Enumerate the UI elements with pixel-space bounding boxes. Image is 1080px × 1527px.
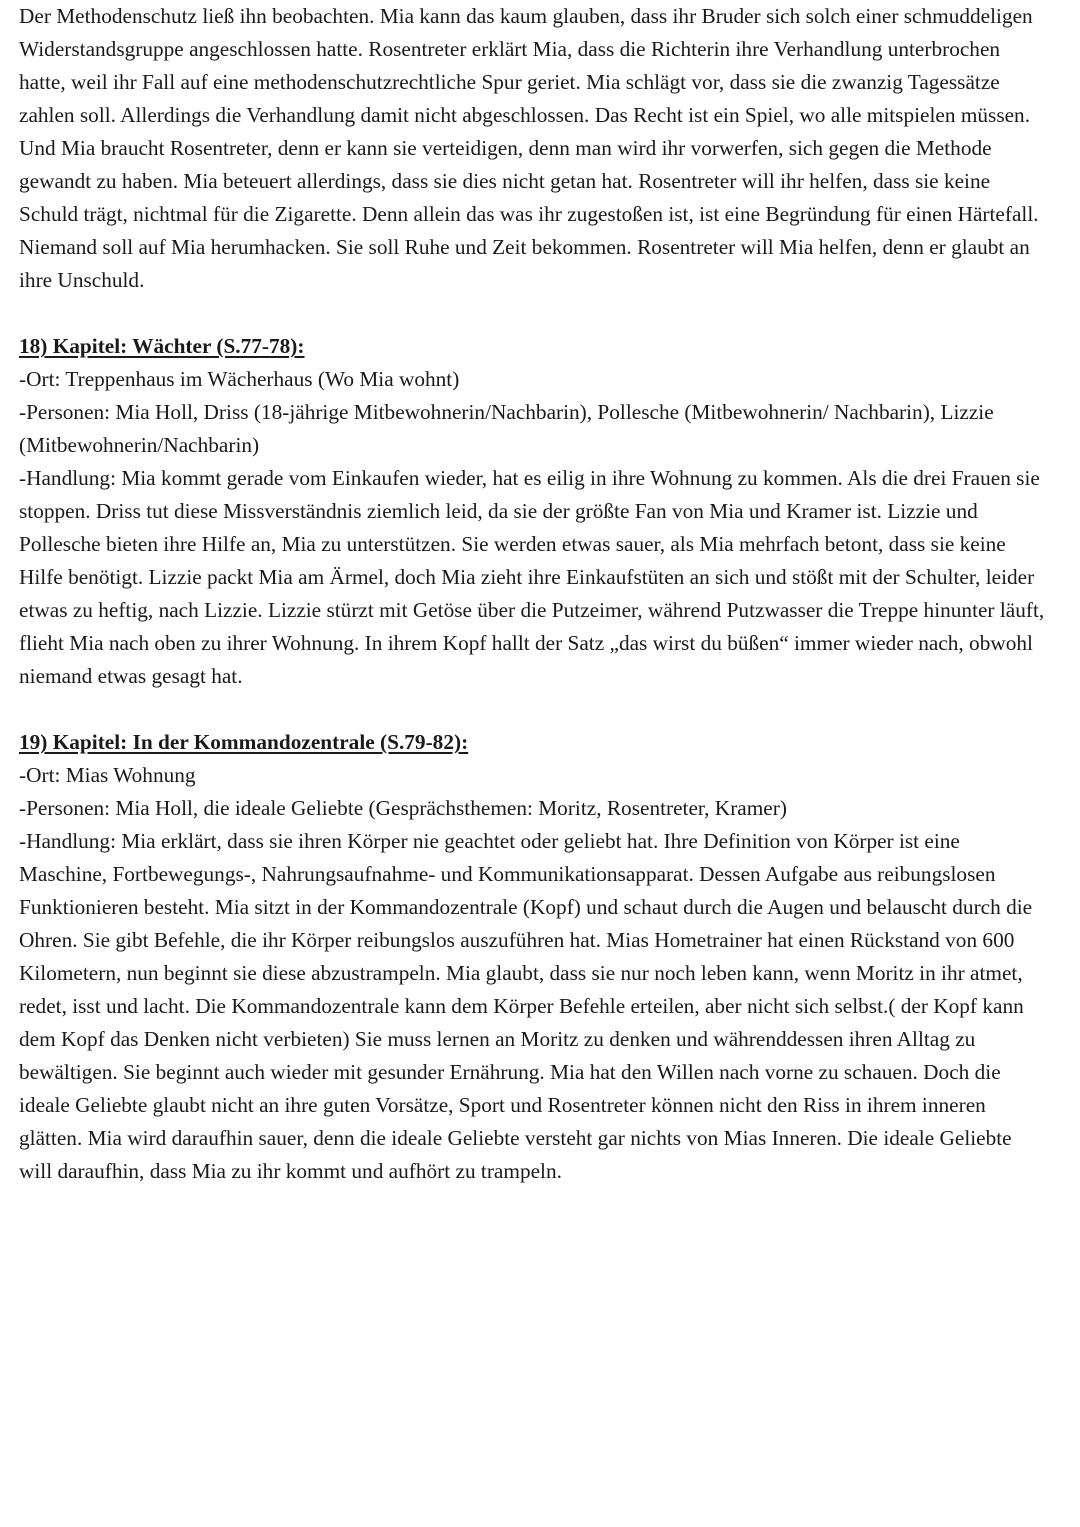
- chapter-19-ort: -Ort: Mias Wohnung: [19, 763, 196, 787]
- intro-paragraph: Der Methodenschutz ließ ihn beobachten. Mia kann das kaum glauben, dass ihr Bruder sich solch einer schmuddeligen Widerstandsgruppe angeschlossen hatte. Rosentreter erklärt Mia, dass die Richterin ihre Verhandlung unterbrochen hatte, weil ihr Fall auf eine methodenschutzrechtliche Spur geriet. Mia schlägt vor, dass sie die zwanzig Tagessätze zahlen soll. Allerdings die Verhandlung damit nicht abgeschlossen. Das Recht ist ein Spiel, wo alle mitspielen müssen. Und Mia braucht Rosentreter, denn er kann sie verteidigen, denn man wird ihr vorwerfen, sich gegen die Methode gewandt zu haben. Mia beteuert allerdings, dass sie dies nicht getan hat. Rosentreter will ihr helfen, dass sie keine Schuld trägt, nichtmal für die Zigarette. Denn allein das was ihr zugestoßen ist, ist eine Begründung für einen Härtefall. Niemand soll auf Mia herumhacken. Sie soll Ruhe und Zeit bekommen. Rosentreter will Mia helfen, denn er glaubt an ihre Unschuld.: [19, 4, 1039, 292]
- chapter-19-handlung: -Handlung: Mia erklärt, dass sie ihren Körper nie geachtet oder geliebt hat. Ihre Definition von Körper ist eine Maschine, Fortbewegungs-, Nahrungsaufnahme- und Kommunikationsapparat. Dessen Aufgabe aus reibungslosen Funktionieren besteht. Mia sitzt in der Kommandozentrale (Kopf) und schaut durch die Augen und belauscht durch die Ohren. Sie gibt Befehle, die ihr Körper reibungslos auszuführen hat. Mias Hometrainer hat einen Rückstand von 600 Kilometern, nun beginnt sie diese abzustrampeln. Mia glaubt, dass sie nur noch leben kann, wenn Moritz in ihr atmet, redet, isst und lacht. Die Kommandozentrale kann dem Körper Befehle erteilen, aber nicht sich selbst.( der Kopf kann dem Kopf das Denken nicht verbieten) Sie muss lernen an Moritz zu denken und währenddessen ihren Alltag zu bewältigen. Sie beginnt auch wieder mit gesunder Ernährung. Mia hat den Willen nach vorne zu schauen. Doch die ideale Geliebte glaubt nicht an ihre guten Vorsätze, Sport und Rosentreter können nicht den Riss in ihrem inneren glätten. Mia wird daraufhin sauer, denn die ideale Geliebte versteht gar nichts von Mias Inneren. Die ideale Geliebte will daraufhin, dass Mia zu ihr kommt und aufhört zu trampeln.: [19, 829, 1033, 1183]
- chapter-18-section: [19, 330, 1049, 693]
- chapter-19-heading: 19) Kapitel: In der Kommandozentrale (S.79-82):: [19, 730, 469, 754]
- chapter-19-personen: -Personen: Mia Holl, die ideale Geliebte (Gesprächsthemen: Moritz, Rosentreter, Kramer): [19, 796, 787, 820]
- document-page: [19, 0, 1049, 1188]
- chapter-18-ort: -Ort: Treppenhaus im Wächerhaus (Wo Mia wohnt): [19, 367, 460, 391]
- chapter-18-personen: -Personen: Mia Holl, Driss (18-jährige Mitbewohnerin/Nachbarin), Pollesche (Mitbewohnerin/ Nachbarin), Lizzie (Mitbewohnerin/Nachbarin): [19, 400, 994, 457]
- chapter-18-handlung: -Handlung: Mia kommt gerade vom Einkaufen wieder, hat es eilig in ihre Wohnung zu kommen. Als die drei Frauen sie stoppen. Driss tut diese Missverständnis ziemlich leid, da sie der größte Fan von Mia und Kramer ist. Lizzie und Pollesche bieten ihre Hilfe an, Mia zu unterstützen. Sie werden etwas sauer, als Mia mehrfach betont, dass sie keine Hilfe benötigt. Lizzie packt Mia am Ärmel, doch Mia zieht ihre Einkaufstüten an sich und stößt mit der Schulter, leider etwas zu heftig, nach Lizzie. Lizzie stürzt mit Getöse über die Putzeimer, während Putzwasser die Treppe hinunter läuft, flieht Mia nach oben zu ihrer Wohnung. In ihrem Kopf hallt der Satz „das wirst du büßen“ immer wieder nach, obwohl niemand etwas gesagt hat.: [19, 466, 1045, 688]
- chapter-18-heading: 18) Kapitel: Wächter (S.77-78):: [19, 334, 305, 358]
- chapter-19-section: [19, 726, 1049, 1188]
